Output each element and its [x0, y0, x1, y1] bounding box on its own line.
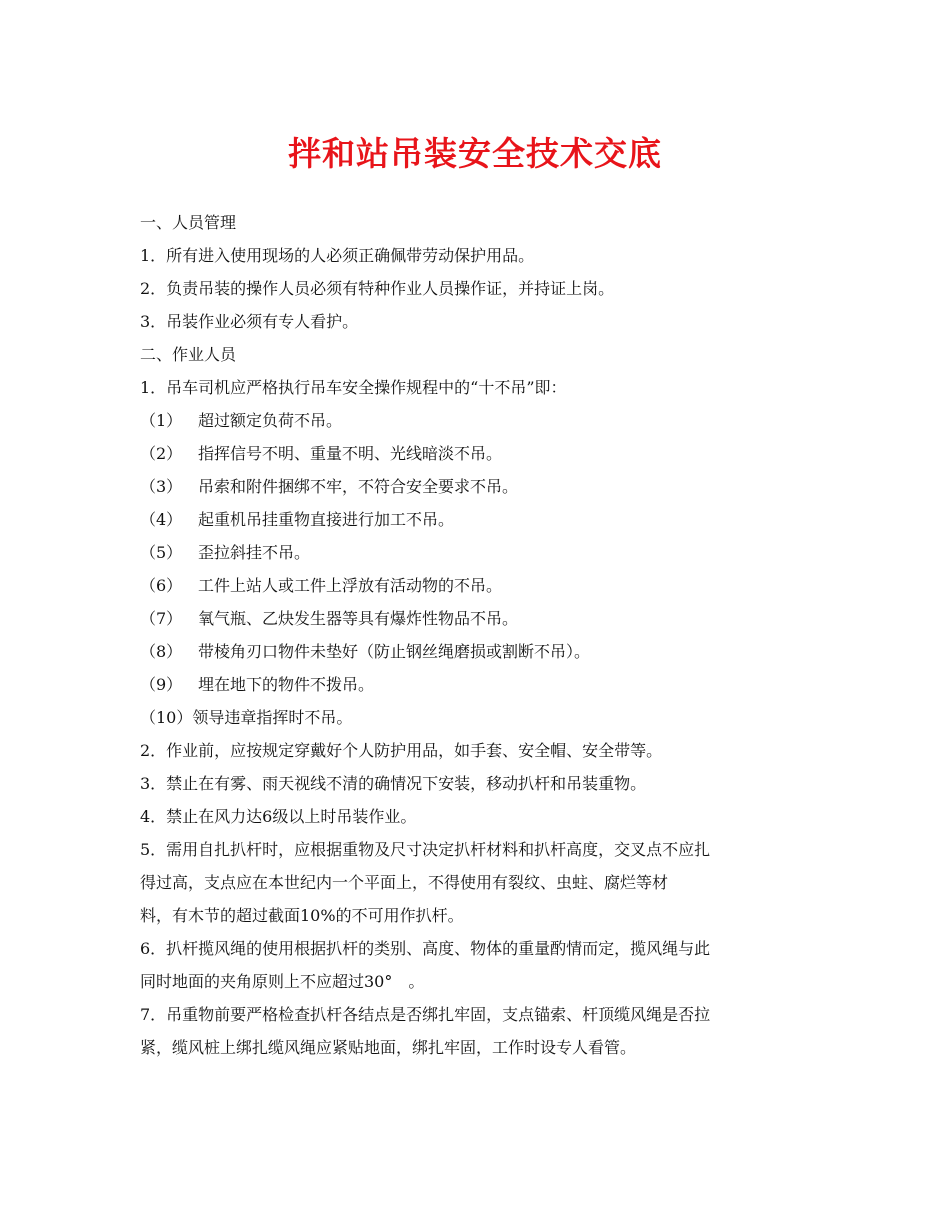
paragraph: 料，有木节的超过截面10%的不可用作扒杆。 — [140, 906, 464, 925]
list-item-text: 氧气瓶、乙炔发生器等具有爆炸性物品不吊。 — [198, 609, 519, 628]
paragraph: 2．作业前，应按规定穿戴好个人防护用品，如手套、安全帽、安全带等。 — [140, 741, 663, 760]
list-item — [140, 503, 815, 536]
list-item — [140, 569, 815, 602]
paragraph: 4．禁止在风力达6级以上时吊装作业。 — [140, 807, 417, 826]
list-item — [140, 437, 815, 470]
list-item-number: （2） — [140, 444, 183, 463]
paragraph: 3．吊装作业必须有专人看护。 — [140, 312, 359, 331]
list-item-number: （5） — [140, 543, 183, 562]
paragraph: 6．扒杆揽风绳的使用根据扒杆的类别、高度、物体的重量酌情而定，揽风绳与此 — [140, 939, 711, 958]
paragraph: 3．禁止在有雾、雨天视线不清的确情况下安装，移动扒杆和吊装重物。 — [140, 774, 647, 793]
list-item — [140, 404, 815, 437]
list-item-text: 领导违章指挥时不吊。 — [192, 708, 353, 727]
list-item-number: （9） — [140, 675, 183, 694]
section-heading: 一、人员管理 — [140, 213, 237, 232]
paragraph: 5．需用自扎扒杆时，应根据重物及尺寸决定扒杆材料和扒杆高度，交叉点不应扎 — [140, 840, 711, 859]
list-item-text: 吊索和附件捆绑不牢，不符合安全要求不吊。 — [198, 477, 519, 496]
list-item-text: 歪拉斜挂不吊。 — [198, 543, 311, 562]
list-item-text: 工件上站人或工件上浮放有活动物的不吊。 — [198, 576, 503, 595]
list-item-text: 起重机吊挂重物直接进行加工不吊。 — [198, 510, 455, 529]
list-item-text: 超过额定负荷不吊。 — [198, 411, 343, 430]
document-body — [140, 206, 815, 1064]
list-item-text: 埋在地下的物件不拨吊。 — [198, 675, 375, 694]
paragraph: 同时地面的夹角原则上不应超过30° 。 — [140, 972, 425, 991]
list-item — [140, 635, 815, 668]
paragraph: 2．负责吊装的操作人员必须有特种作业人员操作证，并持证上岗。 — [140, 279, 615, 298]
list-item-number: （1） — [140, 411, 183, 430]
list-item-number: （3） — [140, 477, 183, 496]
list-item-number: （4） — [140, 510, 183, 529]
list-item-10 — [140, 701, 815, 734]
list-item-number: （8） — [140, 642, 183, 661]
list-item-number: （6） — [140, 576, 183, 595]
list-item — [140, 536, 815, 569]
paragraph: 1．吊车司机应严格执行吊车安全操作规程中的“十不吊”即： — [140, 378, 567, 397]
list-item-text: 指挥信号不明、重量不明、光线暗淡不吊。 — [198, 444, 503, 463]
section-heading: 二、作业人员 — [140, 345, 237, 364]
paragraph: 1．所有进入使用现场的人必须正确佩带劳动保护用品。 — [140, 246, 535, 265]
paragraph: 7．吊重物前要严格检查扒杆各结点是否绑扎牢固，支点锚索、杆顶缆风绳是否拉 — [140, 1005, 711, 1024]
list-item-number: （7） — [140, 609, 183, 628]
document-title: 拌和站吊装安全技术交底 — [288, 134, 662, 173]
paragraph: 紧，缆风桩上绑扎缆风绳应紧贴地面，绑扎牢固，工作时设专人看管。 — [140, 1038, 637, 1057]
list-item — [140, 602, 815, 635]
list-item-number: （10） — [140, 708, 193, 727]
list-item — [140, 668, 815, 701]
list-item-text: 带棱角刃口物件未垫好（防止钢丝绳磨损或割断不吊）。 — [198, 642, 591, 661]
list-item — [140, 470, 815, 503]
paragraph: 得过高，支点应在本世纪内一个平面上，不得使用有裂纹、虫蛀、腐烂等材 — [140, 873, 669, 892]
